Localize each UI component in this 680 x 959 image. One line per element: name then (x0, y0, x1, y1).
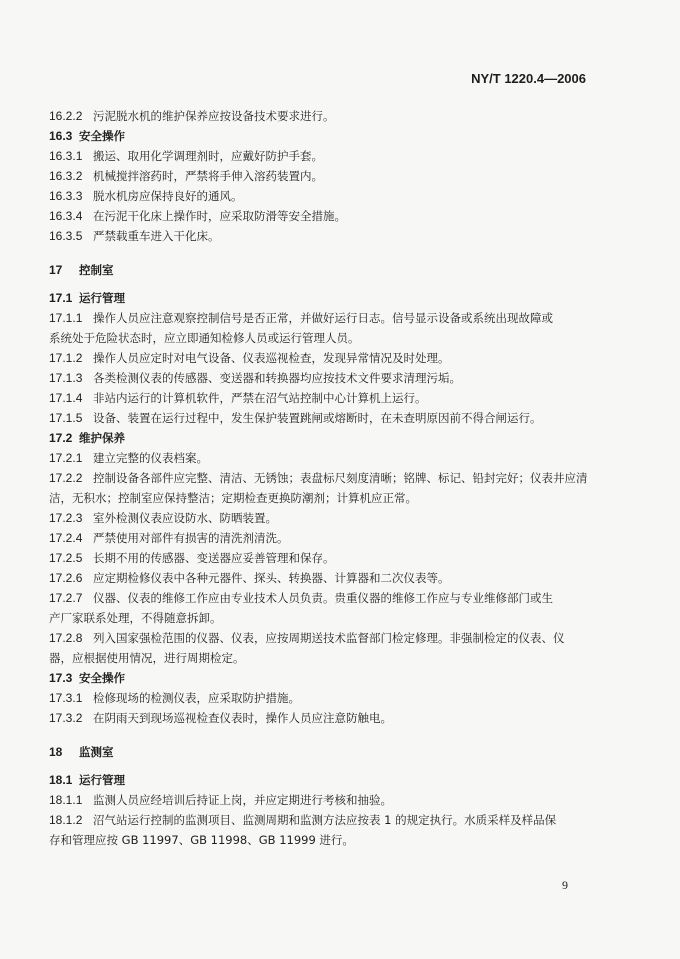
clause-17-2-2: 17.2.2 控制设备各部件应完整、清洁、无锈蚀；表盘标尺刻度清晰；铭牌、标记、铅封完好；仪表井应清 (49, 471, 588, 485)
clause-18-1-1: 18.1.1 监测人员应经培训后持证上岗，并应定期进行考核和抽验。 (49, 793, 392, 807)
clause-17-3-1: 17.3.1 检修现场的检测仪表，应采取防护措施。 (49, 691, 300, 705)
clause-17-1-1: 17.1.1 操作人员应注意观察控制信号是否正常，并做好运行日志。信号显示设备或系统出现故障或 (49, 311, 553, 325)
page-number: 9 (562, 878, 568, 892)
heading-17-2: 17.2 维护保养 (49, 431, 125, 445)
clause-16-3-1: 16.3.1 搬运、取用化学调理剂时，应戴好防护手套。 (49, 149, 323, 163)
clause-16-2-2: 16.2.2 污泥脱水机的维护保养应按设备技术要求进行。 (49, 109, 335, 123)
heading-16-3: 16.3 安全操作 (49, 129, 125, 143)
clause-17-2-2-cont: 洁，无积水；控制室应保持整洁；定期检查更换防潮剂；计算机应正常。 (49, 491, 417, 505)
document-body (49, 106, 597, 850)
clause-17-1-1-cont: 系统处于危险状态时，应立即通知检修人员或运行管理人员。 (49, 331, 360, 345)
heading-17-1: 17.1 运行管理 (49, 291, 125, 305)
clause-17-2-8-cont: 器，应根据使用情况，进行周期检定。 (49, 651, 245, 665)
clause-17-2-3: 17.2.3 室外检测仪表应设防水、防晒装置。 (49, 511, 277, 525)
clause-17-1-5: 17.1.5 设备、装置在运行过程中，发生保护装置跳闸或熔断时，在未查明原因前不得合闸运行。 (49, 411, 542, 425)
clause-17-1-4: 17.1.4 非站内运行的计算机软件，严禁在沼气站控制中心计算机上运行。 (49, 391, 427, 405)
clause-17-1-2: 17.1.2 操作人员应定时对电气设备、仪表巡视检查，发现异常情况及时处理。 (49, 351, 450, 365)
clause-17-2-1: 17.2.1 建立完整的仪表档案。 (49, 451, 208, 465)
heading-17: 17 控制室 (49, 263, 114, 277)
clause-17-2-4: 17.2.4 严禁使用对部件有损害的清洗剂清洗。 (49, 531, 289, 545)
clause-17-1-3: 17.1.3 各类检测仪表的传感器、变送器和转换器均应按技术文件要求清理污垢。 (49, 371, 461, 385)
standard-code: NY/T 1220.4—2006 (471, 71, 586, 86)
heading-18: 18 监测室 (49, 745, 114, 759)
clause-16-3-4: 16.3.4 在污泥干化床上操作时，应采取防滑等安全措施。 (49, 209, 346, 223)
heading-18-1: 18.1 运行管理 (49, 773, 125, 787)
clause-16-3-5: 16.3.5 严禁载重车进入干化床。 (49, 229, 220, 243)
clause-17-2-5: 17.2.5 长期不用的传感器、变送器应妥善管理和保存。 (49, 551, 335, 565)
clause-16-3-3: 16.3.3 脱水机房应保持良好的通风。 (49, 189, 243, 203)
clause-17-2-7: 17.2.7 仪器、仪表的维修工作应由专业技术人员负责。贵重仪器的维修工作应与专业维修部门或生 (49, 591, 553, 605)
clause-17-3-2: 17.3.2 在阴雨天到现场巡视检查仪表时，操作人员应注意防触电。 (49, 711, 392, 725)
clause-18-1-2: 18.1.2 沼气站运行控制的监测项目、监测周期和监测方法应按表 1 的规定执行。水质采样及样品保 (49, 813, 557, 827)
clause-17-2-8: 17.2.8 列入国家强检范围的仪器、仪表，应按周期送技术监督部门检定修理。非强制检定的仪表、仪 (49, 631, 565, 645)
clause-18-1-2-cont: 存和管理应按 GB 11997、GB 11998、GB 11999 进行。 (49, 833, 354, 847)
clause-17-2-6: 17.2.6 应定期检修仪表中各种元器件、探头、转换器、计算器和二次仪表等。 (49, 571, 450, 585)
clause-17-2-7-cont: 产厂家联系处理，不得随意拆卸。 (49, 611, 222, 625)
clause-16-3-2: 16.3.2 机械搅拌溶药时，严禁将手伸入溶药装置内。 (49, 169, 323, 183)
heading-17-3: 17.3 安全操作 (49, 671, 125, 685)
